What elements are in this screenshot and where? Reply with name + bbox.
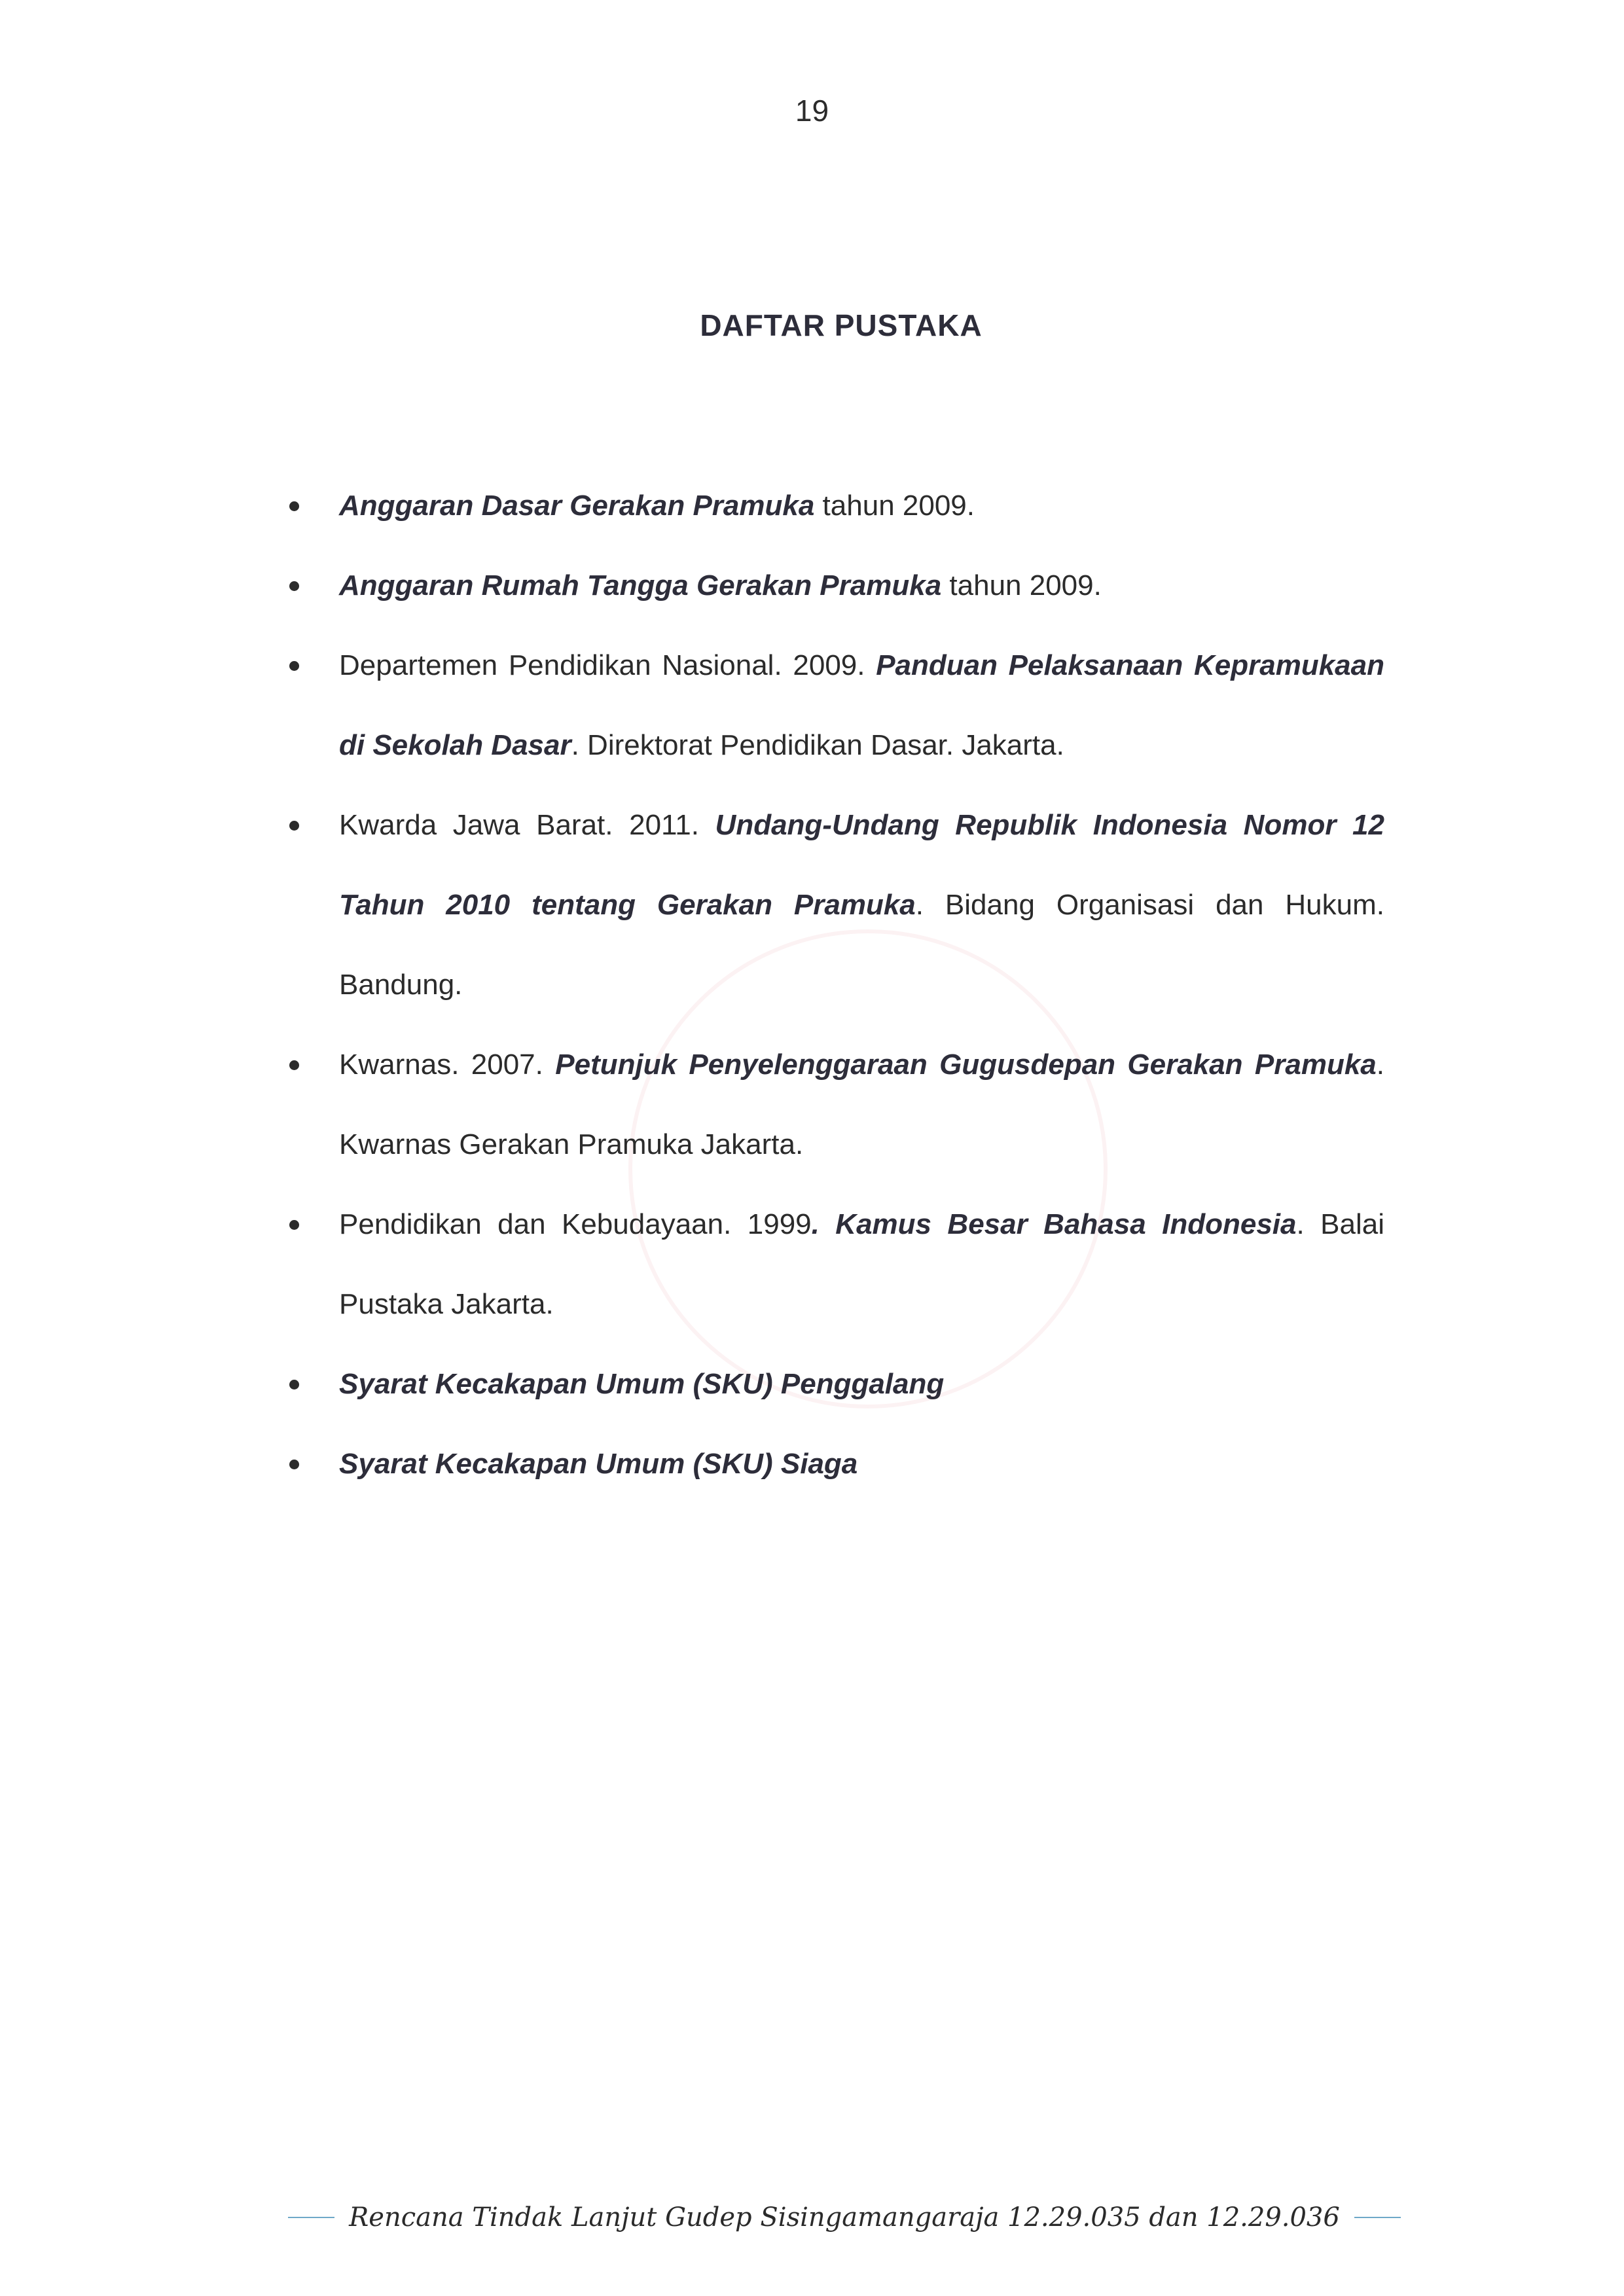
reference-suffix: tahun 2009. [941, 569, 1102, 601]
reference-item [281, 1025, 1384, 1185]
reference-item [281, 466, 1384, 546]
reference-item [281, 1344, 1384, 1424]
page-footer [288, 2198, 1401, 2237]
reference-title: Panduan Pelaksanaan Kepramukaan di Sekolah Dasar [339, 649, 1385, 761]
bullet-icon [289, 661, 299, 671]
bullet-icon [289, 821, 299, 831]
reference-item [281, 546, 1384, 626]
reference-title: Undang-Undang Republik Indonesia Nomor 12 Tahun 2010 tentang Gerakan Pramuka [339, 809, 1384, 921]
reference-title: Syarat Kecakapan Umum (SKU) Penggalang [339, 1368, 945, 1400]
reference-item [281, 785, 1384, 1025]
bullet-icon [289, 1220, 299, 1230]
reference-title: . Kamus Besar Bahasa Indonesia [811, 1208, 1297, 1240]
reference-item [281, 1424, 1384, 1504]
footer-rule-left [288, 2217, 334, 2218]
bullet-icon [289, 581, 299, 591]
reference-suffix: . Direktorat Pendidikan Dasar. Jakarta. [571, 729, 1064, 761]
reference-suffix: . Balai Pustaka Jakarta. [339, 1208, 1384, 1320]
bullet-icon [289, 501, 299, 511]
bullet-icon [289, 1060, 299, 1070]
bibliography-list [281, 466, 1384, 1504]
footer-rule-right [1354, 2217, 1401, 2218]
reference-prefix: Departemen Pendidikan Nasional. 2009. [339, 649, 876, 681]
reference-suffix: . Kwarnas Gerakan Pramuka Jakarta. [339, 1049, 1384, 1160]
reference-suffix: . Bidang Organisasi dan Hukum. Bandung. [339, 889, 1384, 1001]
bullet-icon [289, 1380, 299, 1390]
footer-text: Rencana Tindak Lanjut Gudep Sisingamangaraja 12.29.035 dan 12.29.036 [349, 2202, 1340, 2233]
reference-prefix: Kwarda Jawa Barat. 2011. [339, 809, 715, 841]
reference-title: Petunjuk Penyelenggaraan Gugusdepan Gerakan Pramuka [555, 1049, 1377, 1081]
reference-title: Anggaran Rumah Tangga Gerakan Pramuka [339, 569, 942, 601]
reference-title: Anggaran Dasar Gerakan Pramuka [339, 490, 815, 522]
reference-title: Syarat Kecakapan Umum (SKU) Siaga [339, 1448, 858, 1480]
page-title: DAFTAR PUSTAKA [700, 308, 983, 342]
page-number: 19 [795, 94, 829, 128]
bullet-icon [289, 1460, 299, 1469]
reference-suffix: tahun 2009. [814, 490, 975, 522]
reference-item [281, 1185, 1384, 1344]
reference-item [281, 626, 1384, 785]
reference-prefix: Pendidikan dan Kebudayaan. 1999 [339, 1208, 812, 1240]
reference-prefix: Kwarnas. 2007. [339, 1049, 556, 1081]
